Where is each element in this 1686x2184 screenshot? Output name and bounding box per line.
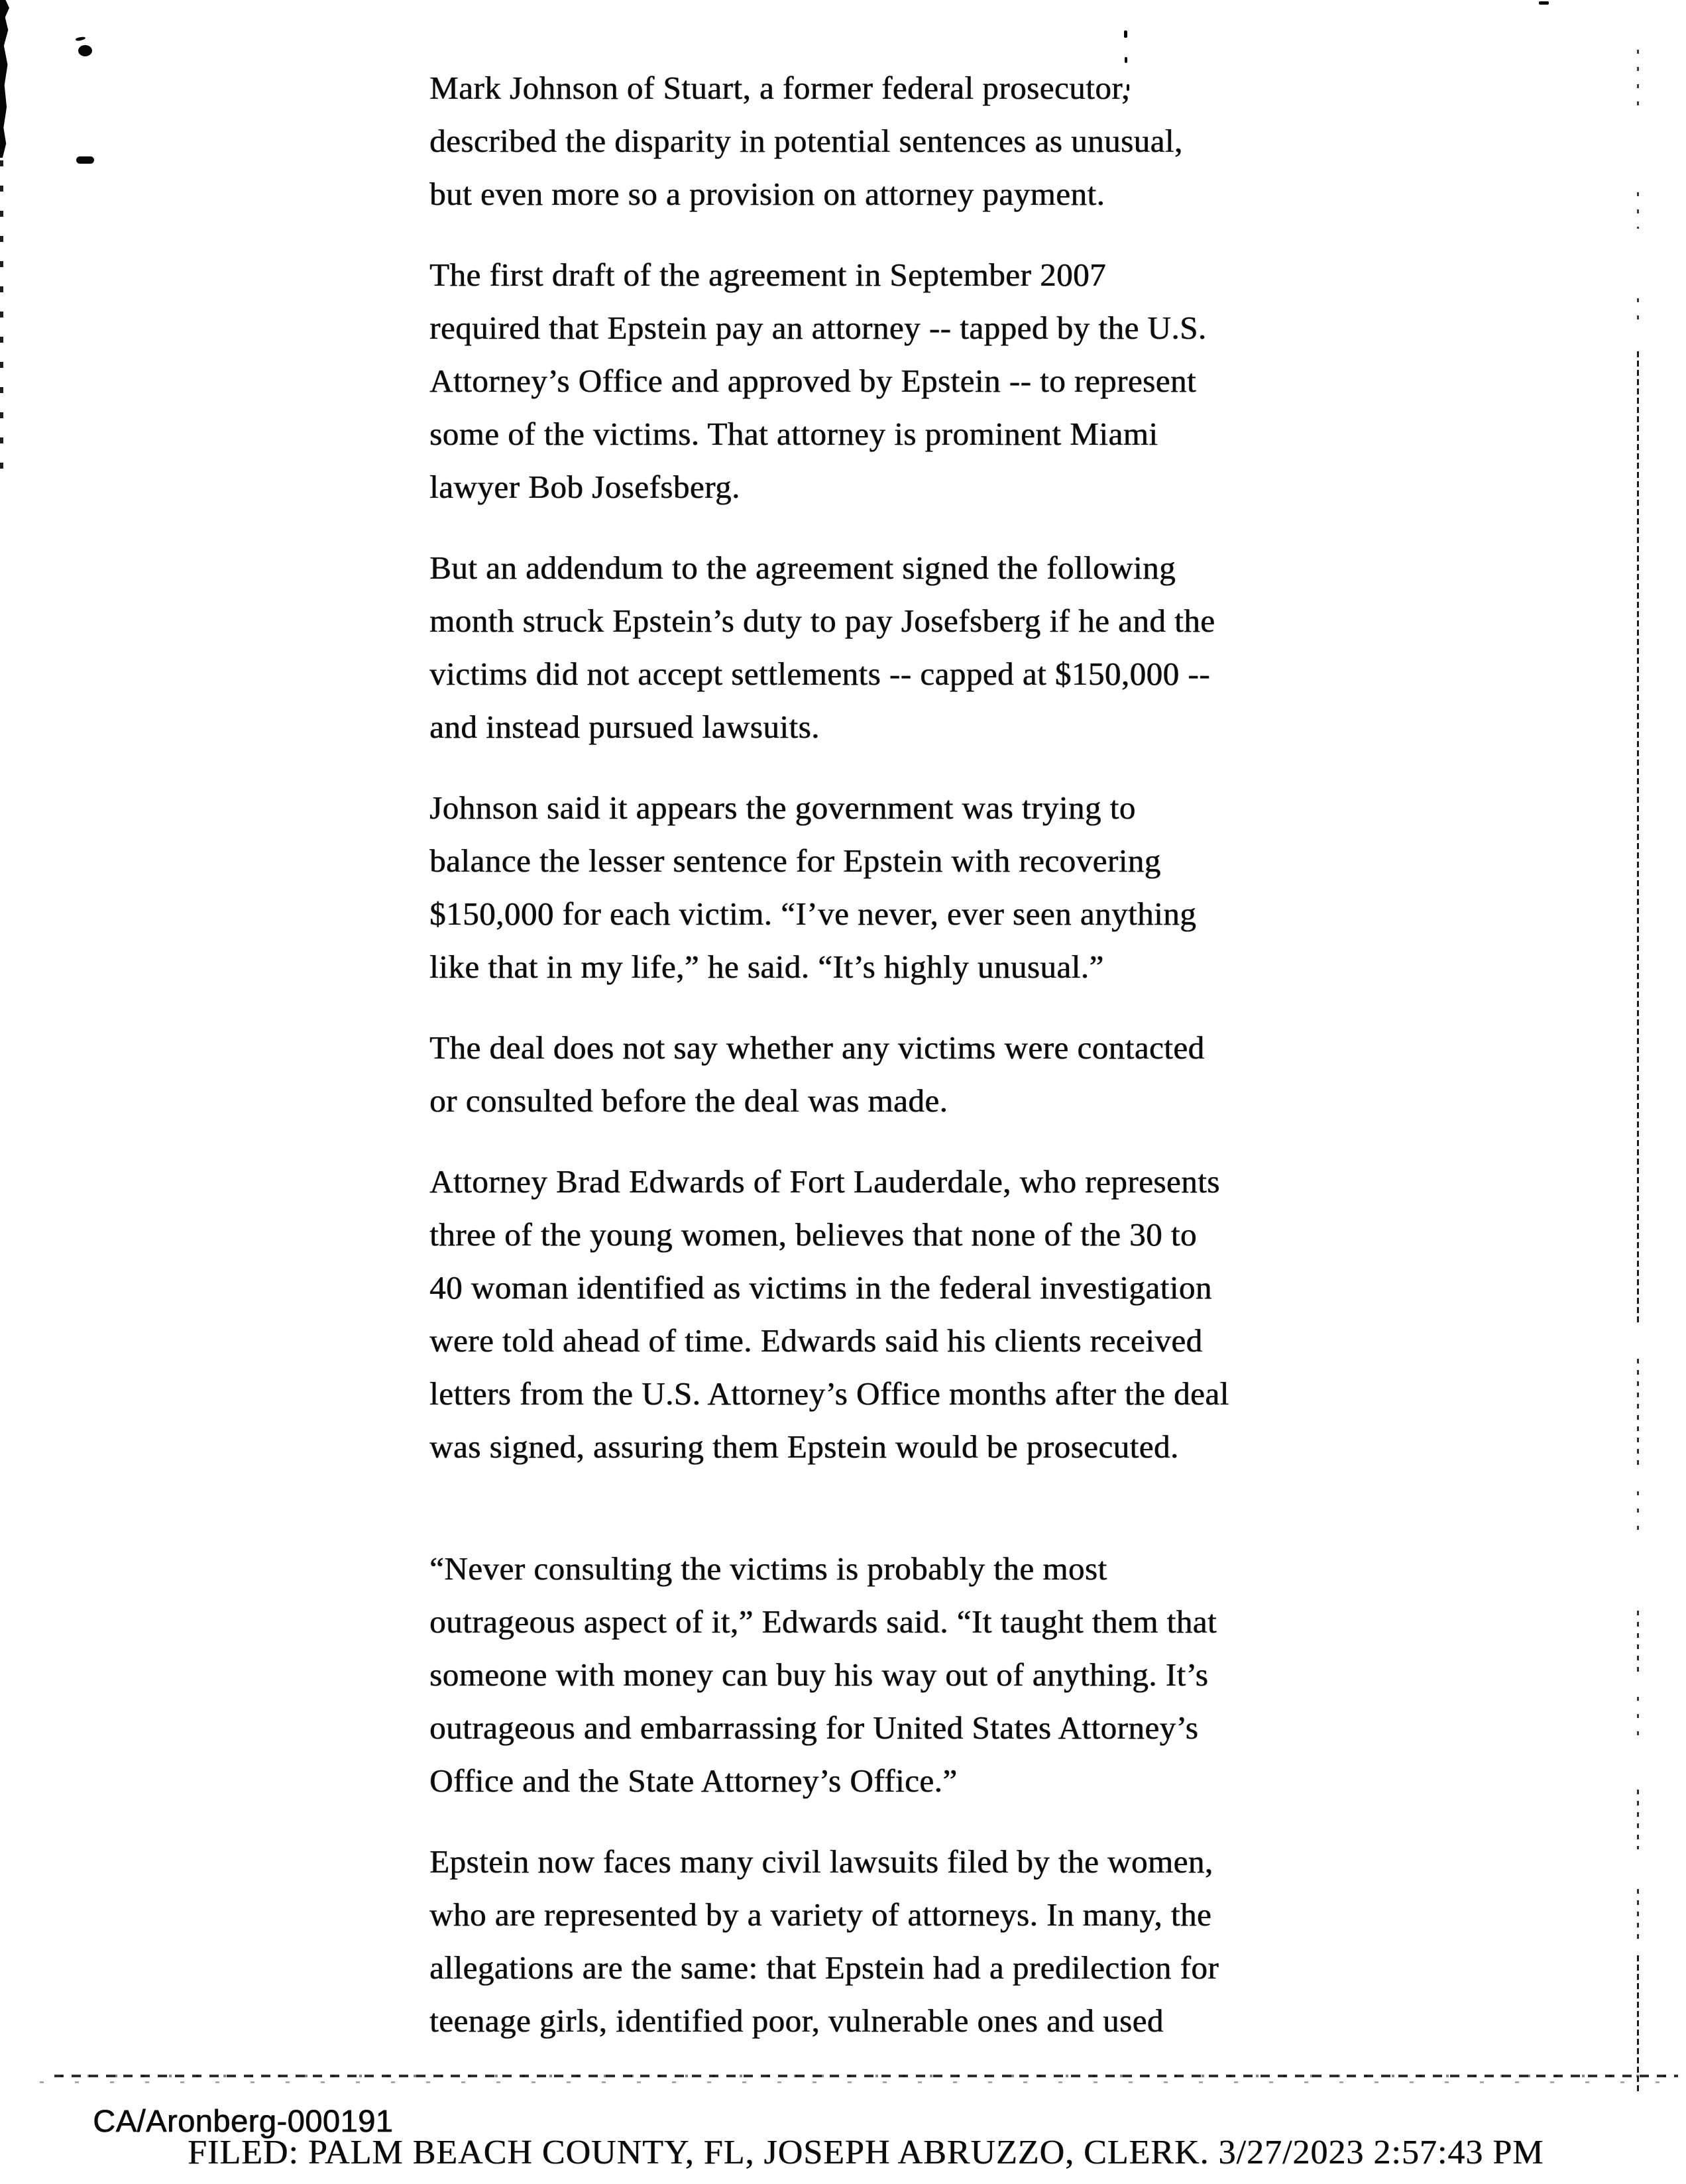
scan-artifact-right-dotted-line — [1637, 1889, 1639, 1942]
text-line: But an addendum to the agreement signed the following — [429, 549, 1176, 586]
text-line: required that Epstein pay an attorney -- tapped by the U.S. — [429, 310, 1207, 346]
scan-artifact-right-dotted-line — [1637, 1491, 1639, 1531]
scan-artifact-right-dotted-line — [1637, 192, 1639, 229]
scan-artifact-left-edge-ticks — [0, 160, 3, 472]
text-line: lawyer Bob Josefsberg. — [429, 469, 740, 505]
text-line: three of the young women, believes that none of the 30 to — [429, 1216, 1197, 1253]
scan-speck — [1539, 1, 1549, 5]
scan-artifact-right-dotted-line — [1637, 1697, 1639, 1743]
text-line: $150,000 for each victim. “I’ve never, ever seen anything — [429, 895, 1197, 932]
text-line: described the disparity in potential sentences as unusual, — [429, 123, 1183, 159]
text-line: Mark Johnson of Stuart, a former federal prosecutor, — [429, 70, 1130, 106]
text-line: Office and the State Attorney’s Office.” — [429, 1762, 958, 1799]
text-line: outrageous aspect of it,” Edwards said. “It taught them that — [429, 1603, 1217, 1640]
scan-artifact-bottom-dotted-line — [54, 2075, 1678, 2077]
scan-artifact-right-dotted-line — [1637, 351, 1639, 1326]
text-line: like that in my life,” he said. “It’s highly unusual.” — [429, 948, 1104, 985]
text-line: Attorney Brad Edwards of Fort Lauderdale, who represents — [429, 1163, 1220, 1200]
text-line: and instead pursued lawsuits. — [429, 709, 820, 745]
paragraph — [429, 1155, 1304, 1473]
text-line: was signed, assuring them Epstein would be prosecuted. — [429, 1428, 1179, 1465]
scan-speck — [76, 36, 86, 41]
paragraph — [429, 62, 1304, 221]
scan-speck — [1124, 30, 1127, 38]
footer-filed-stamp: FILED: PALM BEACH COUNTY, FL, JOSEPH ABRUZZO, CLERK. 3/27/2023 2:57:43 PM — [188, 2134, 1544, 2171]
scan-artifact-right-dotted-line — [1637, 1790, 1639, 1849]
text-line: 40 woman identified as victims in the federal investigation — [429, 1269, 1212, 1306]
text-line: outrageous and embarrassing for United States Attorney’s — [429, 1709, 1199, 1746]
text-line: The first draft of the agreement in September 2007 — [429, 257, 1106, 293]
text-line: Johnson said it appears the government was trying to — [429, 789, 1136, 826]
text-line: allegations are the same: that Epstein had a predilection for — [429, 1949, 1219, 1986]
paragraph — [429, 1021, 1304, 1127]
text-line: letters from the U.S. Attorney’s Office months after the deal — [429, 1375, 1229, 1412]
paragraph — [429, 1542, 1304, 1808]
text-line: who are represented by a variety of attorneys. In many, the — [429, 1896, 1212, 1933]
text-line: or consulted before the deal was made. — [429, 1082, 948, 1119]
article-body — [429, 62, 1304, 2047]
scan-artifact-bottom-dotted-line-secondary — [40, 2081, 1677, 2083]
scan-artifact-left-edge-streak — [0, 0, 9, 158]
scan-speck — [76, 156, 94, 164]
paragraph — [429, 542, 1304, 754]
text-line: The deal does not say whether any victims were contacted — [429, 1029, 1205, 1066]
scan-artifact-right-dotted-line — [1637, 1359, 1639, 1465]
paragraph — [429, 781, 1304, 994]
text-line: teenage girls, identified poor, vulnerable ones and used — [429, 2002, 1164, 2039]
text-line: someone with money can buy his way out of anything. It’s — [429, 1656, 1209, 1693]
text-line: balance the lesser sentence for Epstein with recovering — [429, 842, 1161, 879]
text-line: Attorney’s Office and approved by Epstein -- to represent — [429, 363, 1196, 399]
paragraph — [429, 249, 1304, 514]
text-line: but even more so a provision on attorney payment. — [429, 176, 1105, 212]
text-line: “Never consulting the victims is probably the most — [429, 1550, 1107, 1587]
scan-artifact-right-dotted-line — [1637, 1611, 1639, 1677]
footer-bates-number: CA/Aronberg-000191 — [93, 2103, 394, 2138]
scan-artifact-right-dotted-line — [1637, 298, 1639, 328]
text-line: some of the victims. That attorney is prominent Miami — [429, 416, 1158, 452]
text-line: victims did not accept settlements -- capped at $150,000 -- — [429, 656, 1210, 692]
paragraph — [429, 1835, 1304, 2047]
text-line: Epstein now faces many civil lawsuits filed by the women, — [429, 1843, 1213, 1880]
text-line: were told ahead of time. Edwards said his clients received — [429, 1322, 1203, 1359]
scan-artifact-right-dotted-line — [1637, 1955, 1639, 2091]
scan-speck — [78, 45, 92, 56]
scan-artifact-right-dotted-line — [1637, 50, 1639, 106]
text-line: month struck Epstein’s duty to pay Josefsberg if he and the — [429, 603, 1215, 639]
